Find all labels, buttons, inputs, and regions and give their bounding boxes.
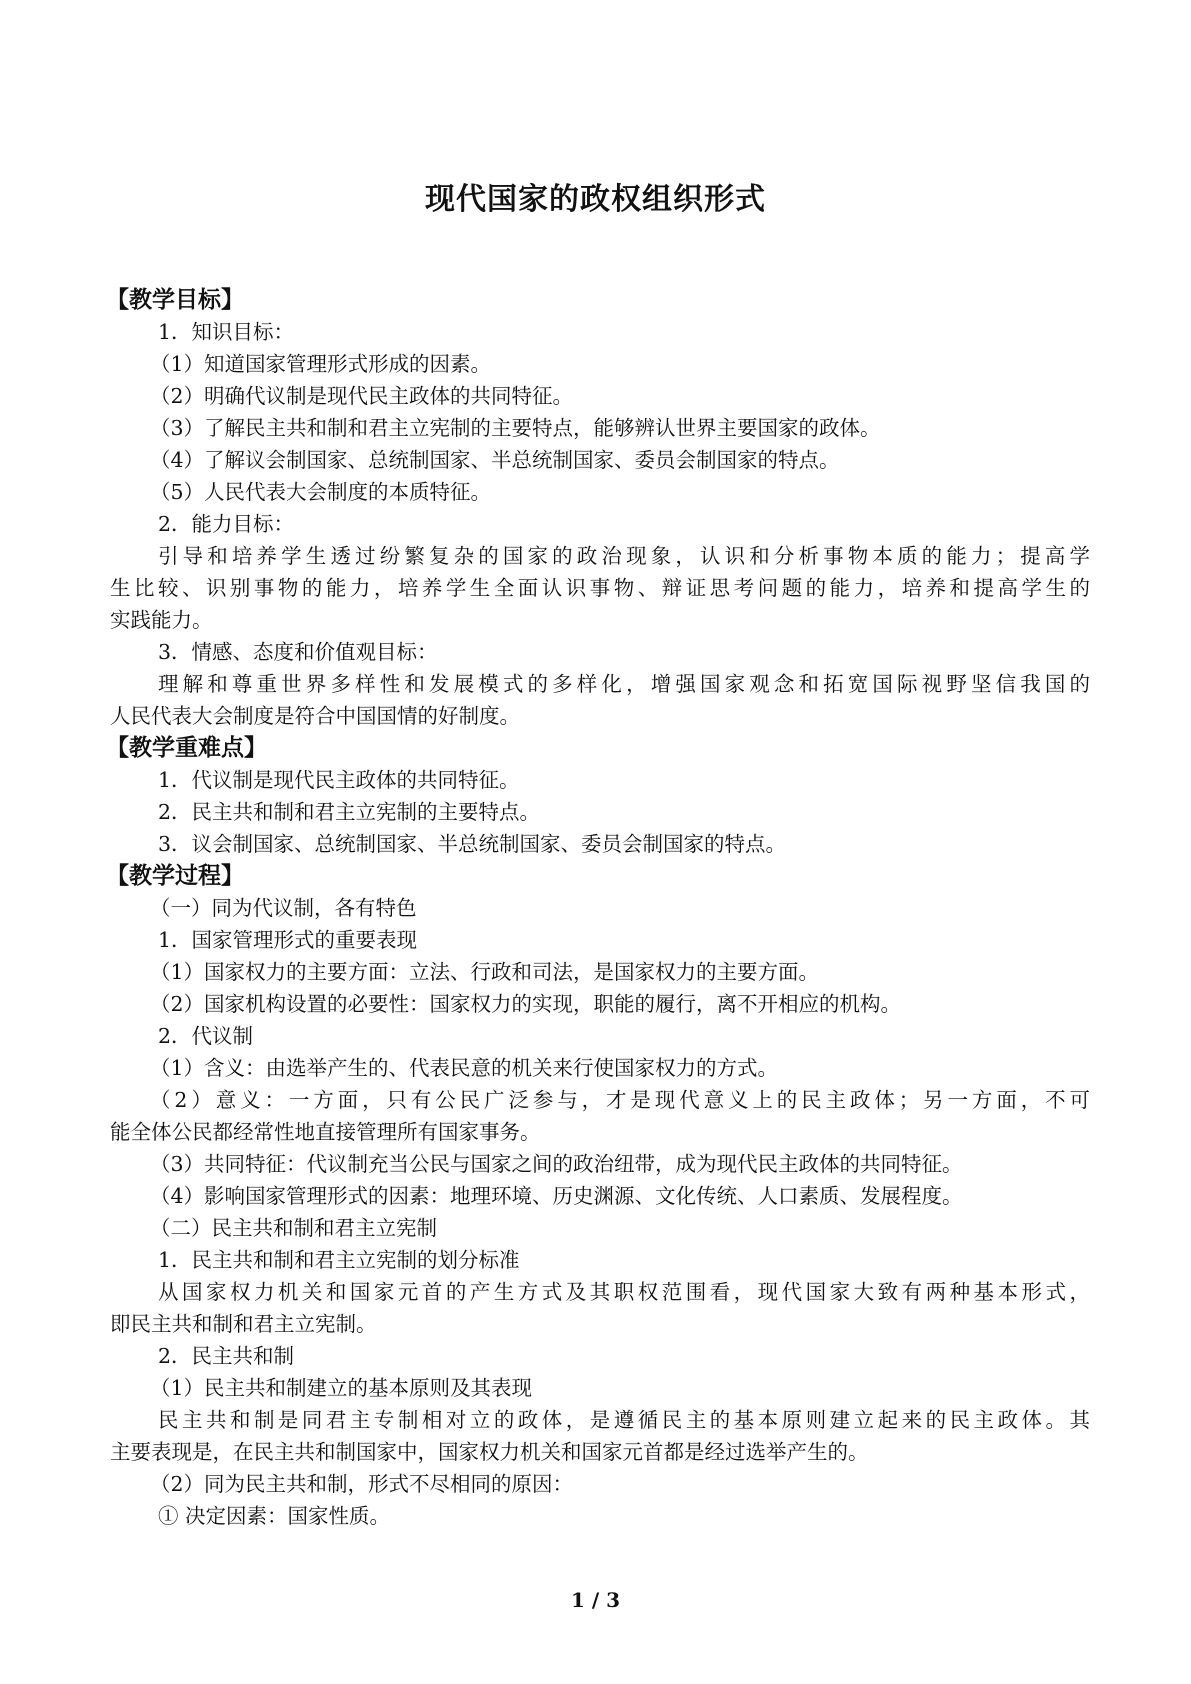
paragraph-line: 1．民主共和制和君主立宪制的划分标准 bbox=[158, 1248, 520, 1272]
paragraph-line: （5）人民代表大会制度的本质特征。 bbox=[150, 480, 492, 504]
paragraph-line: 生比较、识别事物的能力，培养学生全面认识事物、辩证思考问题的能力，培养和提高学生的 bbox=[110, 576, 1090, 600]
paragraph-line: （1）含义：由选举产生的、代表民意的机关来行使国家权力的方式。 bbox=[150, 1056, 779, 1080]
paragraph-line: 1．国家管理形式的重要表现 bbox=[158, 928, 418, 952]
paragraph-line: （4）影响国家管理形式的因素：地理环境、历史渊源、文化传统、人口素质、发展程度。 bbox=[150, 1184, 963, 1208]
section-heading-key-points: 【教学重难点】 bbox=[106, 735, 267, 761]
paragraph-line: 能全体公民都经常性地直接管理所有国家事务。 bbox=[110, 1120, 541, 1144]
document-body bbox=[106, 284, 1090, 1532]
paragraph-line: （2）同为民主共和制，形式不尽相同的原因： bbox=[150, 1472, 574, 1496]
paragraph-line: （1）国家权力的主要方面：立法、行政和司法，是国家权力的主要方面。 bbox=[150, 960, 820, 984]
paragraph-line: 1．知识目标： bbox=[158, 320, 295, 344]
paragraph-line: （一）同为代议制，各有特色 bbox=[150, 896, 417, 920]
paragraph-line: 2．民主共和制 bbox=[158, 1344, 295, 1368]
paragraph-line: 1．代议制是现代民主政体的共同特征。 bbox=[158, 768, 520, 792]
paragraph-line: （2）国家机构设置的必要性：国家权力的实现，职能的履行，离不开相应的机构。 bbox=[150, 992, 902, 1016]
document-title: 现代国家的政权组织形式 bbox=[425, 182, 766, 217]
paragraph-line: （1）知道国家管理形式形成的因素。 bbox=[150, 352, 492, 376]
paragraph-line: 从国家权力机关和国家元首的产生方式及其职权范围看，现代国家大致有两种基本形式， bbox=[158, 1280, 1090, 1304]
paragraph-line: 实践能力。 bbox=[110, 608, 213, 632]
paragraph-line: （3）了解民主共和制和君主立宪制的主要特点，能够辨认世界主要国家的政体。 bbox=[150, 416, 881, 440]
paragraph-line: 人民代表大会制度是符合中国国情的好制度。 bbox=[110, 704, 520, 728]
paragraph-line: ① 决定因素：国家性质。 bbox=[158, 1504, 391, 1528]
paragraph-line: （3）共同特征：代议制充当公民与国家之间的政治纽带，成为现代民主政体的共同特征。 bbox=[150, 1152, 963, 1176]
paragraph-line: 2．代议制 bbox=[158, 1024, 254, 1048]
paragraph-line: （二）民主共和制和君主立宪制 bbox=[150, 1216, 437, 1240]
paragraph-line: 3．议会制国家、总统制国家、半总统制国家、委员会制国家的特点。 bbox=[158, 832, 787, 856]
paragraph-line: 3．情感、态度和价值观目标： bbox=[158, 640, 438, 664]
paragraph-line: 民主共和制是同君主专制相对立的政体，是遵循民主的基本原则建立起来的民主政体。其 bbox=[158, 1408, 1090, 1432]
paragraph-line: 引导和培养学生透过纷繁复杂的国家的政治现象，认识和分析事物本质的能力；提高学 bbox=[158, 544, 1090, 568]
section-heading-process: 【教学过程】 bbox=[106, 863, 244, 889]
paragraph-line: 主要表现是，在民主共和制国家中，国家权力机关和国家元首都是经过选举产生的。 bbox=[110, 1440, 869, 1464]
section-heading-goals: 【教学目标】 bbox=[106, 287, 244, 313]
page-number: 1 / 3 bbox=[570, 1588, 621, 1612]
paragraph-line: （2）意义：一方面，只有公民广泛参与，才是现代意义上的民主政体；另一方面，不可 bbox=[150, 1088, 1090, 1112]
paragraph-line: 即民主共和制和君主立宪制。 bbox=[110, 1312, 377, 1336]
paragraph-line: 2．民主共和制和君主立宪制的主要特点。 bbox=[158, 800, 541, 824]
paragraph-line: （4）了解议会制国家、总统制国家、半总统制国家、委员会制国家的特点。 bbox=[150, 448, 840, 472]
paragraph-line: 2．能力目标： bbox=[158, 512, 295, 536]
paragraph-line: （2）明确代议制是现代民主政体的共同特征。 bbox=[150, 384, 574, 408]
paragraph-line: 理解和尊重世界多样性和发展模式的多样化，增强国家观念和拓宽国际视野坚信我国的 bbox=[158, 672, 1090, 696]
paragraph-line: （1）民主共和制建立的基本原则及其表现 bbox=[150, 1376, 533, 1400]
